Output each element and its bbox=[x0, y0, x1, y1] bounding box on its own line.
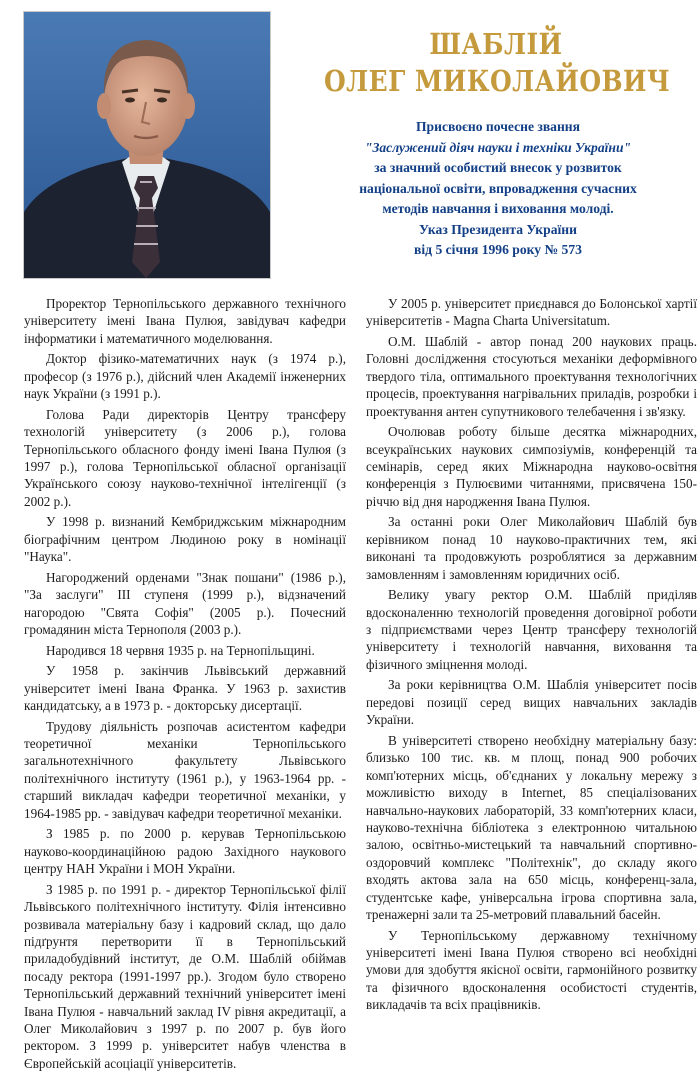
paragraph: Проректор Тернопільського державного технічного університету імені Івана Пулюя, завідувач кафедри інформатики і математичного моделювання. bbox=[24, 296, 346, 346]
paragraph: О.М. Шаблій - автор понад 200 наукових праць. Головні дослідження стосуються механіки деформівного твердого тіла, оптимального проектування технологічних процесів, проектування нагрівальних приладів, розробки і проектування антен супутникового телебачення і зв'язку. bbox=[366, 334, 697, 419]
decree-date: від 5 січня 1996 року № 573 bbox=[414, 242, 582, 257]
award-line: методів навчання і виховання молоді. bbox=[382, 201, 614, 216]
paragraph: Народився 18 червня 1935 р. на Тернопільщині. bbox=[46, 642, 315, 658]
paragraph: Трудову діяльність розпочав асистентом кафедри теоретичної механіки Тернопільського загальнотехнічного факультету Львівського політехнічного інституту (1961 р.), у 1963-1964 рр. - старший викладач кафедри теоретичної механіки, у 1964-1985 рр. - завідувач кафедри теоретичної механіки. bbox=[24, 718, 346, 821]
left-text-column bbox=[24, 295, 346, 1075]
award-line: за значний особистий внесок у розвиток bbox=[374, 160, 622, 175]
award-line: національної освіти, впровадження сучасних bbox=[359, 180, 637, 196]
paragraph: Нагороджений орденами "Знак пошани" (1986 р.), "За заслуги" ІІІ ступеня (1999 р.), відзначений нагородою "Свята Софія" (2005 р.). Почесний громадянин міста Тернополя (2003 р.). bbox=[24, 569, 346, 638]
paragraph: Доктор фізико-математичних наук (з 1974 р.), професор (з 1976 р.), дійсний член Академії інженерних наук України (з 1991 р.). bbox=[24, 351, 346, 402]
award-line: Присвоєно почесне звання bbox=[415, 119, 580, 134]
paragraph: За роки керівництва О.М. Шаблія університет посів передові позиції серед вищих навчальних закладів України. bbox=[366, 677, 697, 728]
paragraph: Голова Ради директорів Центру трансферу технологій університету (з 2006 р.), голова Тернопільського обласного фонду імені Івана Пулюя (з 1997 р.), голова Тернопільської обласної організації Українського союзу науково-технічної інтелігенції (з 2002 р.). bbox=[24, 406, 346, 509]
award-title: "Заслужений діяч науки і техніки України" bbox=[364, 139, 632, 155]
person-name bbox=[324, 26, 671, 100]
award-block bbox=[322, 117, 674, 261]
paragraph: З 1985 р. по 2000 р. керував Тернопільською науково-координаційною радою Західного наукового центру НАН України і МОН України. bbox=[24, 826, 346, 877]
paragraph: У 2005 р. університет приєднався до Болонської хартії університетів - Magna Charta Universitatum. bbox=[366, 296, 697, 329]
given-names: ОЛЕГ МИКОЛАЙОВИЧ bbox=[324, 64, 671, 98]
paragraph: Велику увагу ректор О.М. Шаблій приділяв вдосконаленню технологій проведення договірної роботи з підприємствами через Центр трансферу технологій університету і технологій навчання, виховання та фізичного зміцнення молоді. bbox=[366, 587, 697, 672]
right-text-column bbox=[366, 295, 697, 1017]
paragraph: За останні роки Олег Миколайович Шаблій був керівником понад 10 науково-практичних тем, які виконані та продовжують розроблятися за державним замовленням і замовленням юридичних осіб. bbox=[366, 514, 697, 582]
paragraph: У 1998 р. визнаний Кембриджським міжнародним біографічним центром Людиною року в номінації "Наука". bbox=[24, 514, 346, 565]
paragraph: В університеті створено необхідну матеріальну базу: близько 100 тис. кв. м площ, понад 900 робочих комп'ютерних місць, об'єднаних у локальну мережу з можливістю виходу в Internet, 85 спеціалізованих навчально-наукових лабораторій, 33 комп'ютерних класи, науково-технічна бібліотека з електронною читальною залою, освітньо-мистецький та навчальний спортивно-оздоровчий комплекс "Політехнік", до складу якого входять актова зала на 650 місць, конференц-зала, студентське кафе, універсальна ігрова спортивна зала, тренажерні зали та 25-метровий плавальний басейн. bbox=[366, 732, 697, 922]
portrait-photo bbox=[23, 11, 271, 279]
paragraph: Очолював роботу більше десятка міжнародних, всеукраїнських наукових симпозіумів, конференцій та семінарів, серед яких Міжнародна науково-освітня конференція з Пулюєвими читаннями, присвячена 150-річчю від дня народження Івана Пулюя. bbox=[366, 424, 697, 509]
paragraph: З 1985 р. по 1991 р. - директор Тернопільської філії Львівського політехнічного інституту. Філія інтенсивно розвивала матеріальну базу і кадровий склад, що дало підґрунтя перетворити її в Тернопільський приладобудівний інститут, де О.М. Шаблій обіймав посаду ректора (1991-1997 рр.). Згодом було створено Тернопільський державний технічний університет імені Івана Пулюя - навчальний заклад IV рівня акредитації, а Олег Миколайович з 1997 р. по 2007 р. був його ректором. З 1999 р. університет набув членства в Європейській асоціації університетів. bbox=[24, 881, 346, 1071]
paragraph: У Тернопільському державному технічному університеті імені Івана Пулюя створено всі необхідні умови для здобуття якісної освіти, гармонійного розвитку та фізичного вдосконалення особистості студентів, викладачів та всіх працівників. bbox=[366, 927, 697, 1013]
decree-line: Указ Президента України bbox=[419, 221, 577, 237]
paragraph: У 1958 р. закінчив Львівський державний університет імені Івана Франка. У 1963 р. захистив кандидатську, а в 1973 р. - докторську дисертації. bbox=[24, 663, 346, 714]
surname: ШАБЛІЙ bbox=[429, 27, 563, 61]
